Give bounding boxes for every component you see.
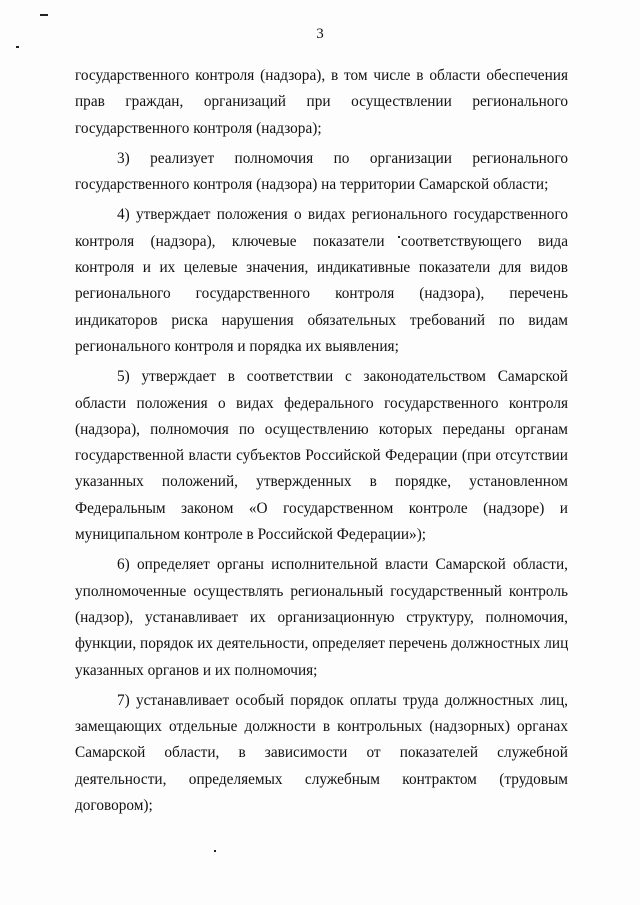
text-line: контроля и их целевые значения, индикативные показатели для видов — [75, 259, 568, 277]
text-line: Федеральным законом «О государственном контроле (надзоре) и — [75, 499, 568, 517]
text-line: государственного контроля (надзора), в том числе в области обеспечения — [75, 67, 568, 84]
paragraph — [75, 552, 568, 683]
text-line: (надзор), устанавливает их организационную структуру, полномочия, — [75, 608, 568, 626]
page-number: 3 — [316, 26, 324, 42]
text-line: указанных положений, утвержденных в порядке, установленном — [75, 473, 568, 491]
text-line: 4) утверждает положения о видах регионального государственного — [117, 206, 568, 224]
text-line: индикаторов риска нарушения обязательных требований по видам — [75, 311, 568, 329]
scan-mark-left — [16, 46, 19, 48]
text-line: уполномоченные осуществлять региональный государственный контроль — [75, 582, 568, 600]
paragraph — [75, 364, 568, 548]
paragraph — [75, 202, 568, 360]
text-line: договором); — [75, 797, 153, 815]
paragraph — [75, 63, 568, 142]
text-line: указанных органов и их полномочия; — [75, 661, 318, 679]
text-line: регионального государственного контроля (надзора), перечень — [75, 285, 568, 303]
text-line: функции, порядок их деятельности, определяет перечень должностных лиц — [75, 635, 569, 653]
text-line: деятельности, определяемых служебным контрактом (трудовым — [75, 770, 568, 788]
text-line: Самарской области, в зависимости от показателей служебной — [75, 744, 568, 762]
text-line: (надзора), полномочия по осуществлению которых переданы органам — [75, 420, 568, 438]
text-line: 5) утверждает в соответствии с законодательством Самарской — [117, 368, 568, 386]
text-line: 7) устанавливает особый порядок оплаты труда должностных лиц, — [117, 691, 568, 709]
paragraph — [75, 688, 568, 819]
body-text — [75, 63, 568, 823]
text-line: государственной власти субъектов Российской Федерации (при отсутствии — [75, 447, 568, 465]
paragraph — [75, 146, 568, 199]
text-line: 3) реализует полномочия по организации регионального — [117, 149, 568, 167]
text-line: регионального контроля и порядка их выявления; — [75, 337, 399, 355]
text-line: замещающих отдельные должности в контрольных (надзорных) органах — [75, 718, 568, 736]
scan-mark-bottom — [214, 850, 216, 852]
text-line: прав граждан, организаций при осуществлении регионального — [75, 93, 568, 111]
scan-mark-top — [40, 14, 48, 16]
text-line: области положения о видах федерального государственного контроля — [75, 394, 568, 412]
text-line: контроля (надзора), ключевые показатели соответствующего вида — [75, 232, 568, 250]
text-line: государственного контроля (надзора) на территории Самарской области; — [75, 176, 549, 194]
text-line: муниципальном контроле в Российской Федерации»); — [75, 526, 427, 544]
text-line: государственного контроля (надзора); — [75, 119, 322, 137]
text-line: 6) определяет органы исполнительной власти Самарской области, — [117, 556, 568, 574]
